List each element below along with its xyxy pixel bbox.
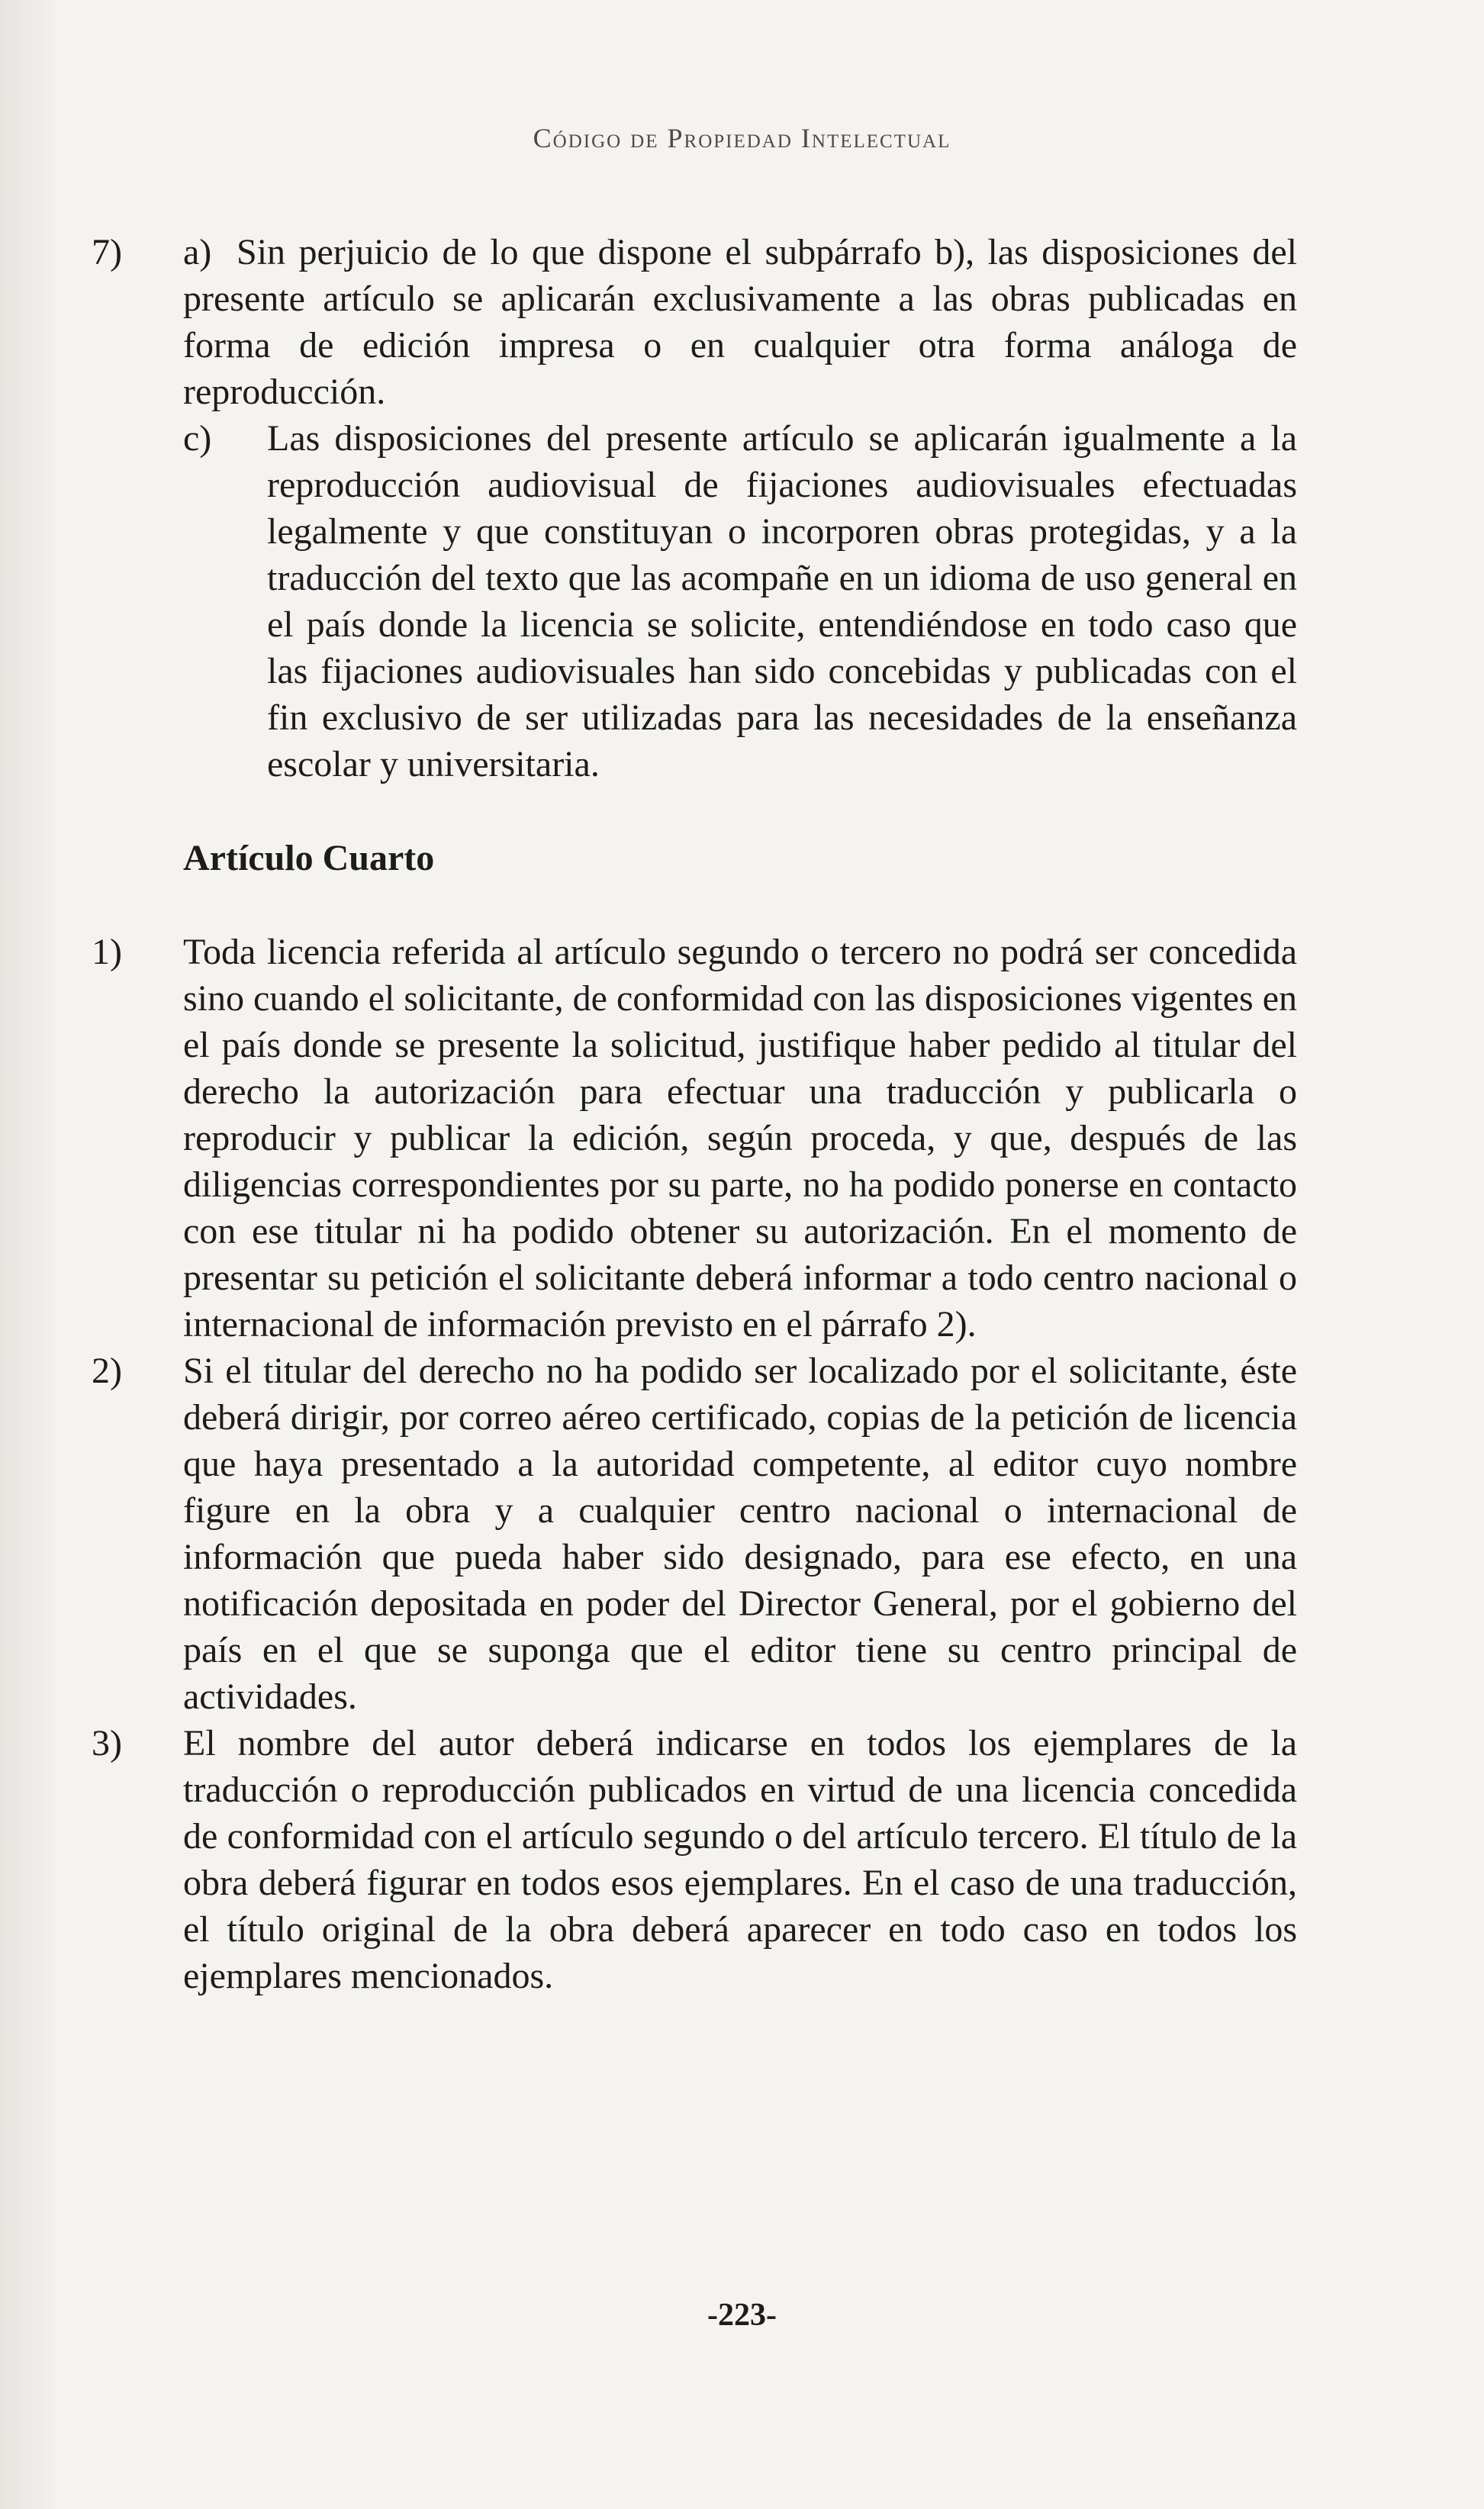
subparagraph-text: Sin perjuicio de lo que dispone el subpárrafo b), las disposiciones del presente artículo se aplicarán exclusivamente a las obras publicadas en forma de edición impresa o en cualquier otra forma análoga de reproducción. xyxy=(183,232,1297,412)
paragraph-1 xyxy=(92,929,1297,1348)
page-body xyxy=(92,229,1297,1999)
subparagraph-text: Las disposiciones del presente artículo se aplicarán igualmente a la reproducción audiovisual de fijaciones audiovisuales efectuadas legalmente y que constituyan o incorporen obras protegidas, y a la traducción del texto que las acompañe en un idioma de uso general en el país donde la licencia se solicite, entendiéndose en todo caso que las fijaciones audiovisuales han sido concebidas y publicadas con el fin exclusivo de ser utilizadas para las necesidades de la enseñanza escolar y universitaria. xyxy=(267,418,1297,784)
subparagraph-a xyxy=(183,229,1297,415)
paragraph-3 xyxy=(92,1720,1297,1999)
paragraph-text: Si el titular del derecho no ha podido ser localizado por el solicitante, éste deberá dirigir, por correo aéreo certificado, copias de la petición de licencia que haya presentado a la autoridad competente, al editor cuyo nombre figure en la obra y a cualquier centro nacional o internacional de información que pueda haber sido designado, para ese efecto, en una notificación depositada en poder del Director General, por el gobierno del país en el que se suponga que el editor tiene su centro principal de actividades. xyxy=(183,1351,1297,1717)
paragraph-number: 2) xyxy=(92,1351,122,1391)
paragraph-number: 1) xyxy=(92,932,122,972)
page-number: -223- xyxy=(707,2298,777,2333)
subparagraph-c xyxy=(183,415,1297,787)
item-7 xyxy=(92,229,1297,415)
article-heading: Artículo Cuarto xyxy=(183,838,435,878)
subparagraph-letter: c) xyxy=(183,418,212,459)
item-number: 7) xyxy=(92,232,122,272)
paragraph-text: El nombre del autor deberá indicarse en todos los ejemplares de la traducción o reproducción publicados en virtud de una licencia concedida de conformidad con el artículo segundo o del artículo tercero. El título de la obra deberá figurar en todos esos ejemplares. En el caso de una traducción, el título original de la obra deberá aparecer en todo caso en todos los ejemplares mencionados. xyxy=(183,1723,1297,1996)
paragraph-number: 3) xyxy=(92,1723,122,1763)
running-head: Código de Propiedad Intelectual xyxy=(533,123,951,153)
subparagraph-letter: a) xyxy=(183,232,212,272)
paragraph-text: Toda licencia referida al artículo segundo o tercero no podrá ser concedida sino cuando el solicitante, de conformidad con las disposiciones vigentes en el país donde se presente la solicitud, justifique haber pedido al titular del derecho la autorización para efectuar una traducción y publicarla o reproducir y publicar la edición, según proceda, y que, después de las diligencias correspondientes por su parte, no ha podido ponerse en contacto con ese titular ni ha podido obtener su autorización. En el momento de presentar su petición el solicitante deberá informar a todo centro nacional o internacional de información previsto en el párrafo 2). xyxy=(183,932,1297,1345)
paragraph-2 xyxy=(92,1348,1297,1720)
page-edge-shadow xyxy=(0,0,61,2509)
